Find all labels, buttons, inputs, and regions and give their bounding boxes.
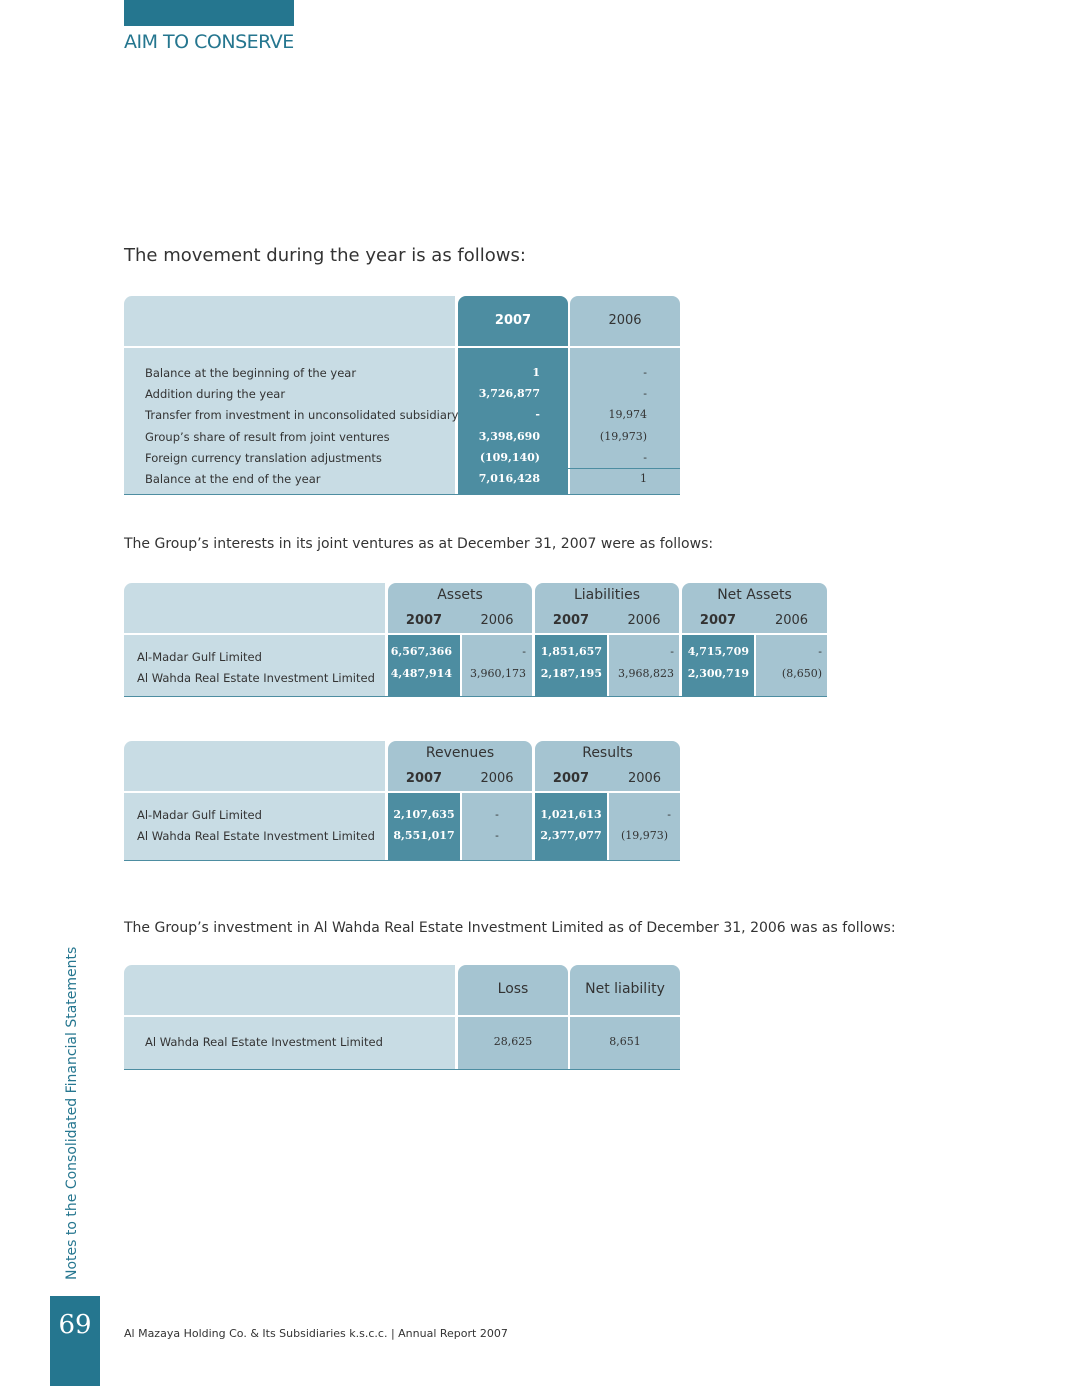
year-header: 2006: [480, 613, 514, 628]
page-number-tab: [50, 1296, 100, 1386]
col-2007: 2007: [494, 313, 532, 328]
year-header: 2007: [405, 613, 443, 628]
group-assets: Assets: [437, 587, 483, 603]
year-header: 2007: [699, 613, 737, 628]
col-loss: Loss: [497, 981, 529, 997]
col-2006: 2006: [608, 313, 642, 328]
group-net-assets: Net Assets: [717, 587, 792, 603]
year-header: 2007: [405, 771, 443, 786]
investment-table: Loss Net liability Al Wahda Real Estate Investment Limited 28,625 8,651: [124, 965, 680, 1070]
interests-intro: The Group’s interests in its joint ventures as at December 31, 2007 were as follows:: [124, 536, 714, 552]
header-bar: [124, 0, 294, 26]
year-header: 2006: [774, 613, 809, 628]
revenues-table: Revenues Results 2007 2006 2007 2006 Al-Madar Gulf Limited 2,107,635 - 1,021,613 - Al Wahda Real Estate Investment Limited 8,551,017 - 2,377,077 (19,973): [124, 741, 680, 861]
movement-table: 2007 2006 Balance at the beginning of the year 1 - Addition during the year 3,726,877 - Transfer from investment in unconsolidated subsidiary - 19,974 Group’s share of result from joint ventures 3,398,690 (19,973) Foreign currency translation adjustments (109,140) - Balance at the end of the year 7,016,428 1: [124, 296, 680, 495]
year-header: 2006: [627, 771, 662, 786]
year-header: 2007: [552, 771, 590, 786]
investment-intro: The Group’s investment in Al Wahda Real Estate Investment Limited as of December 31, 2006 was as follows:: [124, 920, 896, 936]
year-header: 2007: [552, 613, 590, 628]
year-header: 2006: [627, 613, 661, 628]
interests-table: Assets Liabilities Net Assets 2007 2006 2007 2006 2007 2006 Al-Madar Gulf Limited 6,567,366 - 1,851,657 - 4,715,709 - Al Wahda Real Estate Investment Limited 4,487,914 3,960,173 2,187,195 3,968,823 2,300,719 (8,650): [124, 583, 827, 697]
group-revenues: Revenues: [425, 745, 495, 761]
movement-heading: The movement during the year is as follows:: [124, 245, 526, 266]
group-results: Results: [582, 745, 633, 761]
side-section-label: Notes to the Consolidated Financial Statements: [64, 946, 80, 1280]
page-number: 69: [58, 1310, 92, 1340]
col-net-liability: Net liability: [585, 981, 665, 997]
year-header: 2006: [480, 771, 514, 786]
footer-text: Al Mazaya Holding Co. & Its Subsidiaries k.s.c.c. | Annual Report 2007: [124, 1327, 508, 1340]
section-title: AIM TO CONSERVE: [124, 31, 294, 53]
group-liabilities: Liabilities: [573, 587, 641, 603]
